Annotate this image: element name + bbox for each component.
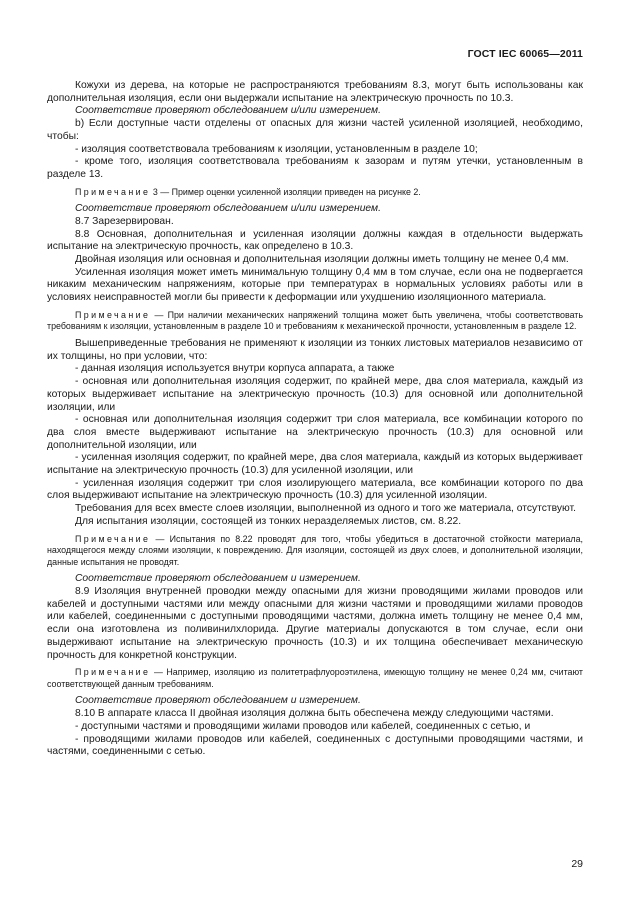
note-text: 3 — Пример оценки усиленной изоляции приведен на рисунке 2. bbox=[150, 186, 421, 197]
note bbox=[47, 310, 583, 333]
paragraph: 8.8 Основная, дополнительная и усиленная изоляции должны каждая в отдельности выдержать испытание на электрическую прочность, как определено в 10.3. bbox=[47, 228, 583, 253]
paragraph: b) Если доступные части отделены от опасных для жизни частей усиленной изоляцией, необходимо, чтобы: bbox=[47, 118, 583, 142]
note-label: Примечание bbox=[75, 667, 151, 678]
paragraph: Кожухи из дерева, на которые не распространяются требованиям 8.3, могут быть использованы как дополнительная изоляция, если они выдержали испытание на электрическую прочность по 10.3. bbox=[47, 80, 583, 104]
list-item: - основная или дополнительная изоляция содержит, по крайней мере, два слоя материала, каждый из которых выдерживает испытание на электрическую прочность (10.3) для основной или дополнительной изоляции, или bbox=[47, 376, 583, 413]
compliance-paragraph: Соответствие проверяют обследованием и/или измерением. bbox=[75, 105, 381, 117]
compliance-paragraph: Соответствие проверяют обследованием и измерением. bbox=[75, 695, 361, 707]
paragraph: Усиленная изоляция может иметь минимальную толщину 0,4 мм в том случае, если она не подвергается никаким механическим напряжениям, которые при температурах в нормальных условиях работы или в условиях неисправностей могли бы привести к деформации или ухудшению изоляционного материала. bbox=[47, 266, 583, 304]
page-body bbox=[47, 80, 583, 759]
list-item: - усиленная изоляция содержит, по крайней мере, два слоя материала, каждый из которых выдерживает испытание на электрическую прочность (10.3) для усиленной изоляции, или bbox=[47, 452, 583, 477]
note bbox=[47, 187, 583, 199]
list-item: - данная изоляция используется внутри корпуса аппарата, а также bbox=[75, 363, 395, 375]
note bbox=[47, 534, 583, 569]
note bbox=[47, 667, 583, 690]
paragraph: 8.9 Изоляция внутренней проводки между опасными для жизни проводящими жилами проводов или кабелей и доступными частями или между опасными для жизни частями и проводящими жилами проводов или кабелей, соединенными с доступными проводящими частями, должна иметь толщину не менее 0,4 мм, если она изготовлена из поливинилхлорида. Другие материалы допускаются в том случае, если они выдерживают испытание на электрическую прочность (10.3) и их толщина обеспечивает механическую прочность для конкретной конструкции. bbox=[47, 586, 583, 661]
list-item: - кроме того, изоляция соответствовала требованиям к зазорам и путям утечки, установленным в разделе 13. bbox=[47, 156, 583, 180]
note-text: — При наличии механических напряжений толщина может быть увеличена, чтобы соответствовать требованиям к изоляции, установленным в разделе 10 и требованиям к механической прочности, установленным в разделе 12. bbox=[47, 309, 583, 332]
list-item: - изоляция соответствовала требованиям к изоляции, установленным в разделе 10; bbox=[75, 143, 478, 155]
paragraph: Требования для всех вместе слоев изоляции, выполненной из одного и того же материала, отсутствуют. bbox=[75, 503, 576, 515]
list-item: - основная или дополнительная изоляция содержит три слоя материала, все комбинации которого по два слоя вместе выдерживают испытание на электрическую прочность (10.3) для основной или дополнительной изоляции, или bbox=[47, 414, 583, 451]
note-label: Примечание bbox=[75, 186, 151, 197]
list-item: - усиленная изоляция содержит три слоя изолирующего материала, все комбинации которого по два слоя выдерживают испытание на электрическую прочность (10.3) для усиленной изоляции. bbox=[47, 477, 583, 502]
note-label: Примечание bbox=[75, 309, 151, 320]
note-label: Примечание bbox=[75, 533, 151, 544]
compliance-paragraph: Соответствие проверяют обследованием и измерением. bbox=[75, 573, 361, 585]
note-text: — Испытания по 8.22 проводят для того, чтобы убедиться в достаточной стойкости материала, находящегося между слоями изоляции, к повреждению. Для изоляции, состоящей из двух слоев, и дополнительной изоляции, данные испытания не проводят. bbox=[47, 533, 583, 567]
paragraph: Для испытания изоляции, состоящей из тонких неразделяемых листов, см. 8.22. bbox=[75, 515, 462, 527]
compliance-paragraph: Соответствие проверяют обследованием и/или измерением. bbox=[75, 203, 381, 215]
paragraph: 8.10 В аппарате класса II двойная изоляция должна быть обеспечена между следующими частями. bbox=[75, 708, 554, 720]
document-header: ГОСТ IEC 60065—2011 bbox=[467, 48, 583, 60]
page-number: 29 bbox=[571, 858, 583, 870]
list-item: - доступными частями и проводящими жилами проводов или кабелей, соединенных с сетью, и bbox=[75, 720, 531, 732]
paragraph: 8.7 Зарезервирован. bbox=[75, 215, 174, 227]
paragraph: Вышеприведенные требования не применяют к изоляции из тонких листовых материалов независимо от их толщины, но при условии, что: bbox=[47, 338, 583, 362]
paragraph: Двойная изоляция или основная и дополнительная изоляции должны иметь толщину не менее 0,4 мм. bbox=[75, 254, 569, 266]
note-text: — Например, изоляцию из политетрафлуороэтилена, имеющую толщину не менее 0,24 мм, считают соответствующей данным требованиям. bbox=[47, 667, 583, 689]
list-item: - проводящими жилами проводов или кабелей, соединенных с доступными проводящими частями, и частями, соединенными с сетью. bbox=[47, 733, 583, 758]
